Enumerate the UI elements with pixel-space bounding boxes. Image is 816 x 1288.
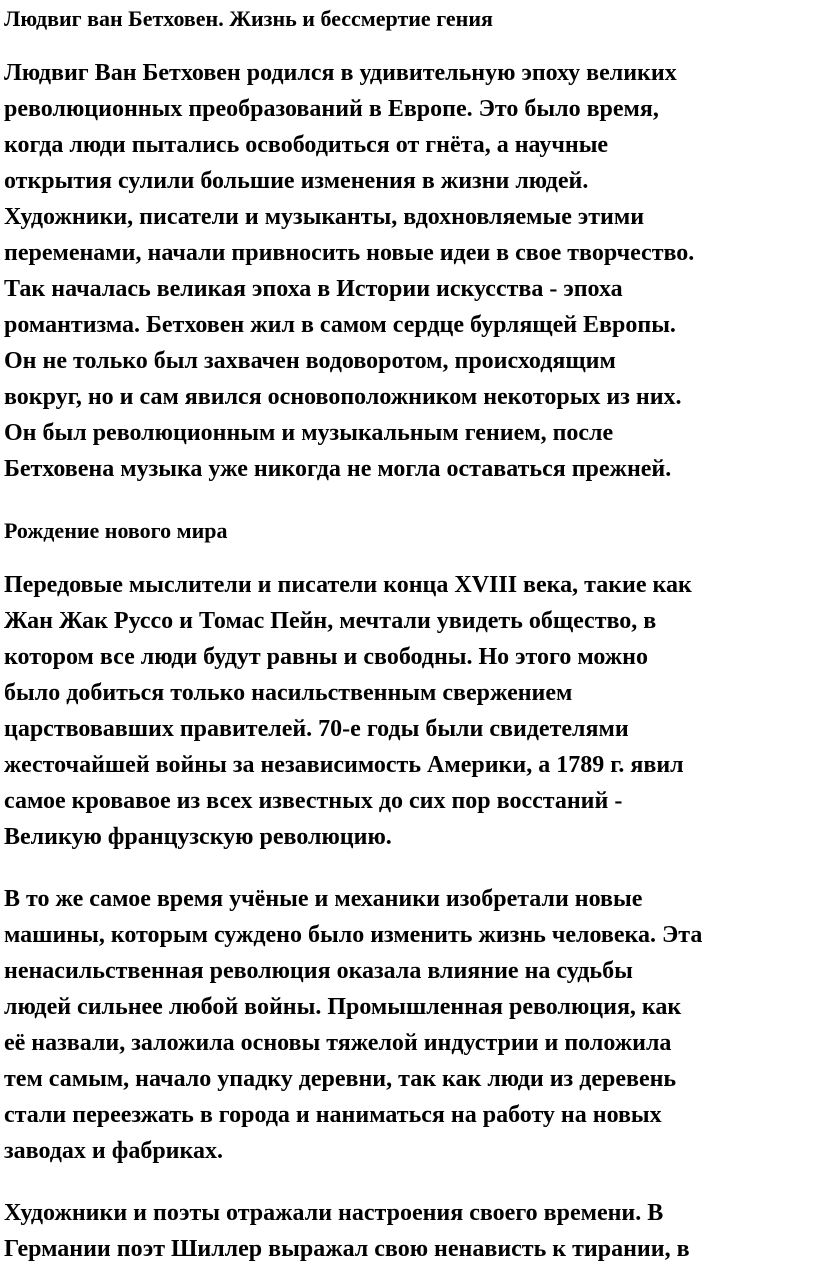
paragraph-line: стали переезжать в города и наниматься на работу на новых (4, 1102, 662, 1128)
paragraph-line: тем самым, начало упадку деревни, так как люди из деревень (4, 1066, 677, 1092)
paragraph-line: жесточайшей войны за независимость Америки, а 1789 г. явил (4, 752, 684, 778)
paragraph-line: Передовые мыслители и писатели конца XVIII века, такие как (4, 572, 692, 598)
paragraph-line: самое кровавое из всех известных до сих пор восстаний - (4, 788, 623, 814)
paragraph-line: царствовавших правителей. 70-е годы были свидетелями (4, 716, 629, 742)
paragraph-line: Великую французскую революцию. (4, 824, 392, 850)
paragraph-line: Людвиг Ван Бетховен родился в удивительную эпоху великих (4, 60, 677, 86)
paragraph-line: Так началась великая эпоха в Истории искусства - эпоха (4, 276, 623, 302)
paragraph-line: Художники и поэты отражали настроения своего времени. В (4, 1200, 664, 1226)
paragraph-line: Он был революционным и музыкальным гением, после (4, 420, 614, 446)
paragraph-line: когда люди пытались освободиться от гнёта, а научные (4, 132, 609, 158)
paragraph-line: Жан Жак Руссо и Томас Пейн, мечтали увидеть общество, в (4, 608, 657, 634)
paragraph-line: её назвали, заложила основы тяжелой индустрии и положила (4, 1030, 672, 1056)
paragraph-line: Бетховена музыка уже никогда не могла оставаться прежней. (4, 456, 672, 482)
paragraph-line: котором все люди будут равны и свободны. Но этого можно (4, 644, 648, 670)
paragraph-line: В то же самое время учёные и механики изобретали новые (4, 886, 643, 912)
paragraph-line: революционных преобразований в Европе. Это было время, (4, 96, 659, 122)
section-heading: Рождение нового мира (4, 518, 228, 543)
paragraph-line: людей сильнее любой войны. Промышленная революция, как (4, 994, 682, 1020)
paragraph-line: было добиться только насильственным свержением (4, 680, 573, 706)
paragraph-line: вокруг, но и сам явился основоположником некоторых из них. (4, 384, 682, 410)
paragraph-line: ненасильственная революция оказала влияние на судьбы (4, 958, 633, 984)
paragraph-line: романтизма. Бетховен жил в самом сердце бурлящей Европы. (4, 312, 676, 338)
paragraph-line: Он не только был захвачен водоворотом, происходящим (4, 348, 616, 374)
paragraph-line: Германии поэт Шиллер выражал свою ненависть к тирании, в (4, 1236, 690, 1262)
paragraph-line: переменами, начали привносить новые идеи в свое творчество. (4, 240, 695, 266)
paragraph-line: Художники, писатели и музыканты, вдохновляемые этими (4, 204, 645, 230)
paragraph-line: заводах и фабриках. (4, 1138, 223, 1164)
paragraph-line: машины, которым суждено было изменить жизнь человека. Эта (4, 922, 703, 948)
document-title: Людвиг ван Бетховен. Жизнь и бессмертие гения (4, 6, 493, 31)
paragraph-line: открытия сулили большие изменения в жизни людей. (4, 168, 589, 194)
